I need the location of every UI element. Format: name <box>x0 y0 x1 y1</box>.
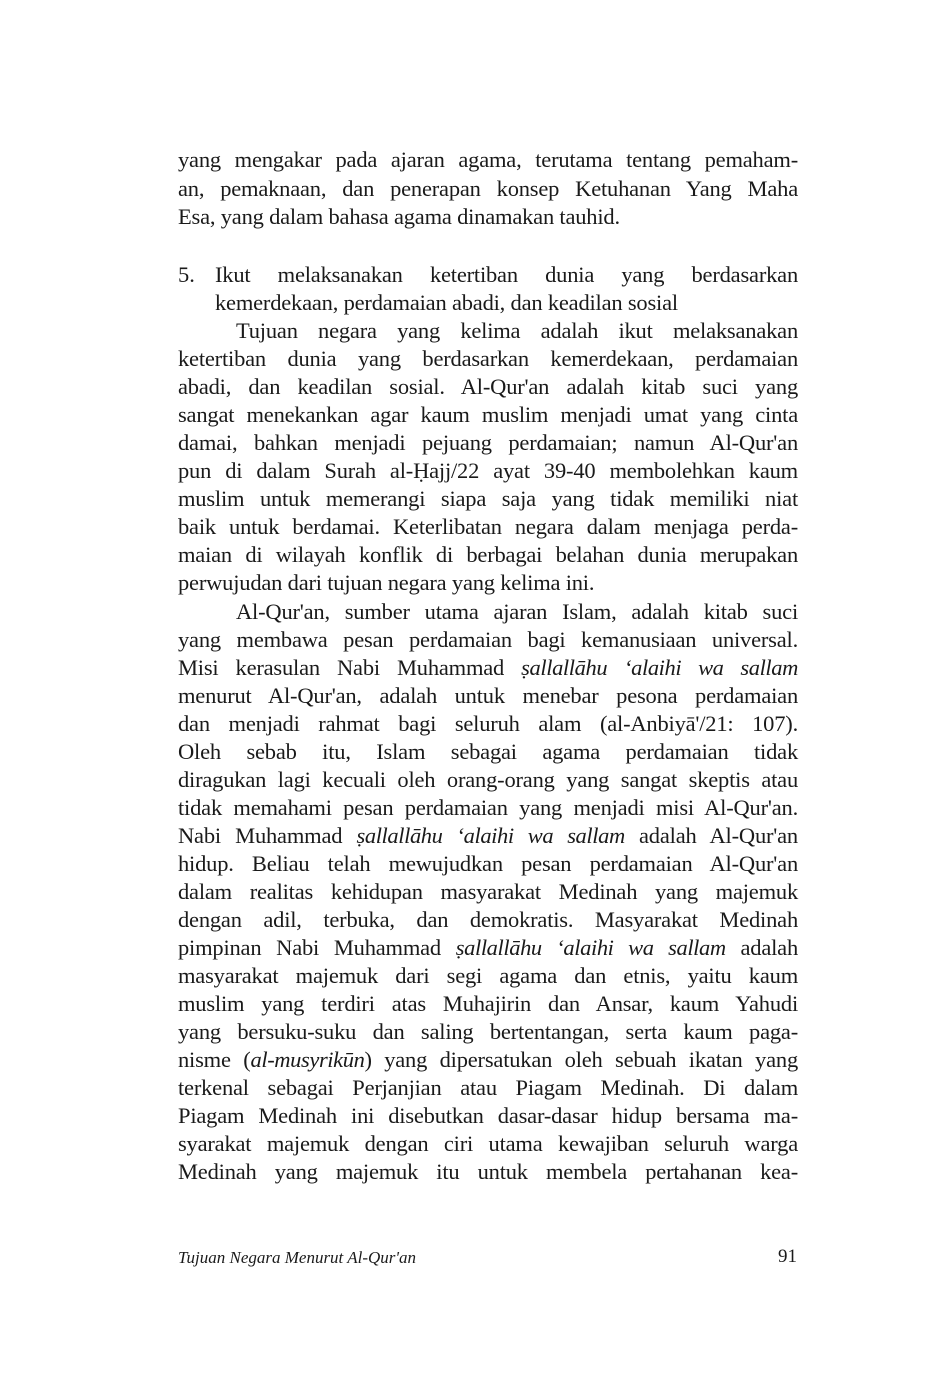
text-line: menurut Al-Qur'an, adalah untuk menebar pesona perdamaian <box>178 683 798 708</box>
text-line: diragukan lagi kecuali oleh orang-orang yang sangat skeptis atau <box>178 767 798 792</box>
text-line <box>178 654 798 682</box>
text-line: yang membawa pesan perdamaian bagi kemanusiaan universal. <box>178 627 798 652</box>
text-line: muslim yang terdiri atas Muhajirin dan Ansar, kaum Yahudi <box>178 991 798 1016</box>
honorific-transliteration: ṣallallāhu ‘alaihi wa sallam <box>521 655 798 680</box>
text-line: tidak memahami pesan perdamaian yang menjadi misi Al-Qur'an. <box>178 795 798 820</box>
list-number: 5. <box>178 262 195 287</box>
text-line: yang bersuku-suku dan saling bertentangan, serta kaum paga- <box>178 1019 798 1044</box>
text-line: masyarakat majemuk dari segi agama dan etnis, yaitu kaum <box>178 963 798 988</box>
text-segment: pimpinan Nabi Muhammad <box>178 935 456 960</box>
page-number: 91 <box>778 1246 797 1267</box>
text-segment: nisme ( <box>178 1047 251 1072</box>
text-line: perwujudan dari tujuan negara yang kelima ini. <box>178 570 595 595</box>
text-line: Medinah yang majemuk itu untuk membela pertahanan kea- <box>178 1159 798 1184</box>
text-line: Piagam Medinah ini disebutkan dasar-dasar hidup bersama ma- <box>178 1103 798 1128</box>
text-segment: Misi kerasulan Nabi Muhammad <box>178 655 522 680</box>
text-segment: adalah <box>725 935 799 960</box>
text-line <box>178 822 798 850</box>
text-line: sangat menekankan agar kaum muslim menjadi umat yang cinta <box>178 402 798 427</box>
text-segment: ) yang dipersatukan oleh sebuah ikatan yang <box>364 1047 798 1072</box>
text-line: baik untuk berdamai. Keterlibatan negara dalam menjaga perda- <box>178 514 798 539</box>
text-line: syarakat majemuk dengan ciri utama kewajiban seluruh warga <box>178 1131 798 1156</box>
text-line: Oleh sebab itu, Islam sebagai agama perdamaian tidak <box>178 739 798 764</box>
honorific-transliteration: ṣallallāhu ‘alaihi wa sallam <box>455 935 726 960</box>
text-line <box>178 1046 798 1074</box>
text-line: maian di wilayah konflik di berbagai belahan dunia merupakan <box>178 542 798 567</box>
text-line: muslim untuk memerangi siapa saja yang tidak memiliki niat <box>178 486 798 511</box>
text-line: Esa, yang dalam bahasa agama dinamakan tauhid. <box>178 204 620 229</box>
text-line: damai, bahkan menjadi pejuang perdamaian; namun Al-Qur'an <box>178 430 798 455</box>
honorific-transliteration: ṣallallāhu ‘alaihi wa sallam <box>356 823 625 848</box>
text-line: Al-Qur'an, sumber utama ajaran Islam, adalah kitab suci <box>236 599 798 624</box>
running-title: Tujuan Negara Menurut Al-Qur'an <box>178 1248 417 1267</box>
text-line: dengan adil, terbuka, dan demokratis. Masyarakat Medinah <box>178 907 798 932</box>
text-line: an, pemaknaan, dan penerapan konsep Ketuhanan Yang Maha <box>178 176 798 201</box>
text-line: pun di dalam Surah al-Ḥajj/22 ayat 39-40 membolehkan kaum <box>178 458 798 483</box>
text-segment: Nabi Muhammad <box>178 823 357 848</box>
text-line: yang mengakar pada ajaran agama, terutama tentang pemaham- <box>178 147 798 172</box>
text-line: dan menjadi rahmat bagi seluruh alam (al-Anbiyā'/21: 107). <box>178 711 798 736</box>
musyrikun-transliteration: al-musyrikūn <box>250 1047 365 1072</box>
text-line <box>178 934 798 962</box>
text-line: terkenal sebagai Perjanjian atau Piagam Medinah. Di dalam <box>178 1075 798 1100</box>
text-segment: adalah Al-Qur'an <box>624 823 798 848</box>
text-line: hidup. Beliau telah mewujudkan pesan perdamaian Al-Qur'an <box>178 851 798 876</box>
text-line: dalam realitas kehidupan masyarakat Medinah yang majemuk <box>178 879 798 904</box>
text-line: Tujuan negara yang kelima adalah ikut melaksanakan <box>236 318 798 343</box>
list-heading-line: Ikut melaksanakan ketertiban dunia yang berdasarkan <box>215 262 798 287</box>
text-line: abadi, dan keadilan sosial. Al-Qur'an adalah kitab suci yang <box>178 374 798 399</box>
text-line: ketertiban dunia yang berdasarkan kemerdekaan, perdamaian <box>178 346 798 371</box>
list-heading-line: kemerdekaan, perdamaian abadi, dan keadilan sosial <box>215 290 678 315</box>
